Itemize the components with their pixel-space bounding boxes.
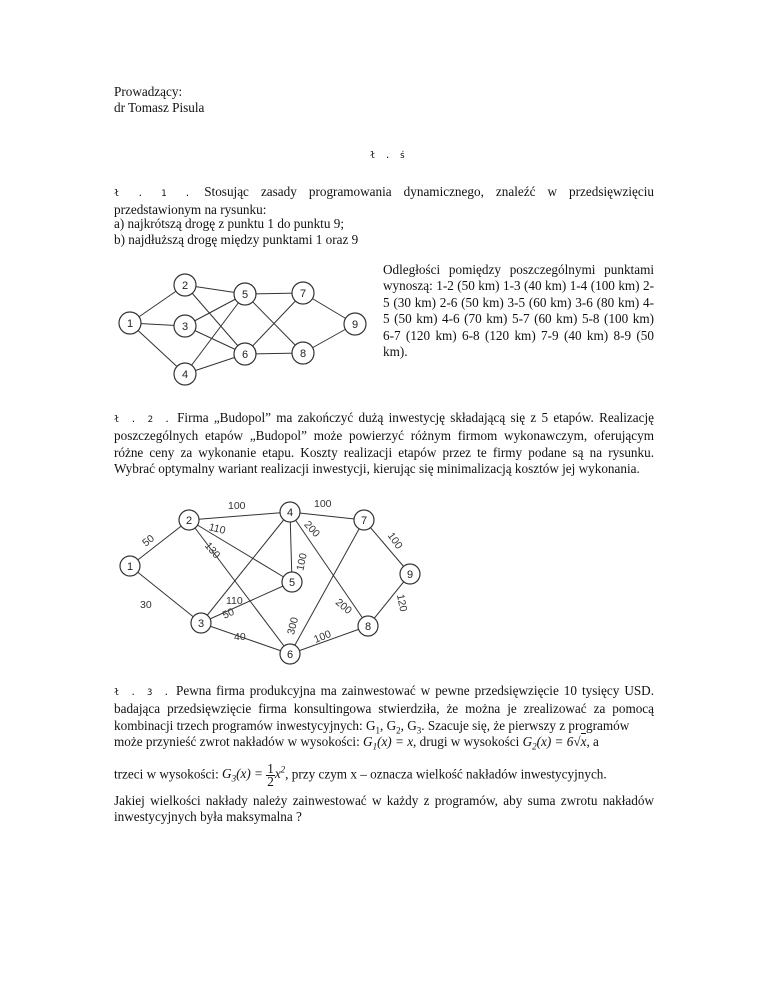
node-label-7: 7 <box>299 288 307 300</box>
cost-2-5: 110 <box>207 521 227 537</box>
task1-marker: ł . 1 . <box>114 189 193 199</box>
g1-sub: 1 <box>375 725 380 736</box>
cost-4-7: 100 <box>314 498 332 510</box>
task3-text: Pewna firma produkcyjna ma zainwestować w pewne przedsięwzięcie 10 tysięcy USD. badająca przedsięwzięcie firma konsultingowa stwierdziła, że można je zrealizować za pomocą kombinacji trzech programów inwestycyjnych: G <box>114 683 654 733</box>
task3-question: Jakiej wielkości nakłady należy zainwestować w każdy z programów, aby suma zwrotu nakładów inwestycyjnych była maksymalna ? <box>114 793 654 825</box>
edge-4-5 <box>185 294 245 374</box>
task1-intro-text: Stosując zasady programowania dynamicznego, znaleźć w przedsięwzięciu przedstawionym na rysunku: <box>114 184 654 218</box>
task1-part-b: b) najdłuższą drogę między punktami 1 oraz 9 <box>114 232 359 247</box>
g3-letter: G <box>407 717 417 733</box>
formula-g3: $G_3(x)$ = $\frac{1}{2}$ $x^2$ <box>222 760 286 789</box>
edge2-2-4 <box>189 512 290 520</box>
task2-marker: ł . 2 . <box>114 415 172 425</box>
node-label-6: 6 <box>241 349 249 361</box>
node-label-3: 3 <box>181 321 189 333</box>
t2-node-9: 9 <box>406 569 414 581</box>
task3-line2: może przynieść zwrot nakładów w wysokości: $G_1(x) = x$, drugi w wysokości $G_2(x) = 6√x$, a <box>114 734 599 752</box>
g2-letter: G <box>386 717 397 733</box>
node-label-5: 5 <box>241 289 249 301</box>
t2-node-7: 7 <box>360 515 368 527</box>
t2-node-2: 2 <box>185 515 193 527</box>
task2-text <box>114 410 654 477</box>
task1-distances: Odległości pomiędzy poszczególnymi punktami wynoszą: 1-2 (50 km) 1-3 (40 km) 1-4 (100 km) 2-5 (30 km) 2-6 (50 km) 3-5 (60 km) 3-6 (80 km) 4-5 (50 km) 4-6 (70 km) 5-7 (60 km) 5-8 (100 km) 6-7 (120 km) 6-8 (120 km) 7-9 (40 km) 8-9 (50 km). <box>383 262 654 360</box>
t2-node-3: 3 <box>197 618 205 630</box>
task3-line3: trzeci w wysokości: $G_3(x)$ = $\frac{1}{2}$ $x^2$, przy czym x – oznacza wielkość nakładów inwestycyjnych. <box>114 760 607 789</box>
t2-node-6: 6 <box>286 649 294 661</box>
task3-marker: ł . 3 . <box>114 688 172 698</box>
formula-g1: $G_1(x) = x$ <box>363 734 414 752</box>
task2-graph <box>114 496 430 666</box>
g3-sub: 3 <box>416 725 422 736</box>
node-label-9: 9 <box>351 319 359 331</box>
edge2-7-9 <box>364 520 410 574</box>
cost-4-5: 100 <box>294 552 310 572</box>
instructor-label: Prowadzący: <box>114 84 183 99</box>
t2-node-4: 4 <box>286 507 294 519</box>
edge2-3-5 <box>201 582 292 623</box>
node-label-2: 2 <box>181 280 189 292</box>
node-label-8: 8 <box>299 348 307 360</box>
task1-graph <box>114 266 374 394</box>
cost-8-9: 120 <box>393 593 410 613</box>
cost-3-5: 50 <box>220 605 237 622</box>
cost-3-6: 40 <box>234 631 246 643</box>
cost-2-6: 130 <box>201 539 223 562</box>
g2-sub: 2 <box>396 725 401 736</box>
edge2-4-7 <box>290 512 364 520</box>
task3-paragraph: ł . 3 . Pewna firma produkcyjna ma zainwestować w pewne przedsięwzięcie 10 tysięcy USD. badająca przedsięwzięcie firma konsultingowa stwierdziła, że można je zrealizować za pomocą kombinacji trzech programów inwestycyjnych: $G_1$, $G_2$, $G_3$. Szacuje się, że pierwszy z programów <box>114 683 654 736</box>
formula-g2: $G_2(x) = 6√x$ <box>522 734 587 752</box>
task3-text-tail: . Szacuje się, że pierwszy z programów <box>421 717 630 733</box>
section-marker: ł . ś <box>370 151 408 161</box>
edge2-1-3 <box>130 566 201 623</box>
cost-5-8: 200 <box>332 596 355 617</box>
task1-intro <box>114 184 654 219</box>
cost-4-8: 200 <box>301 518 323 540</box>
t2-node-5: 5 <box>288 577 296 589</box>
cost-2-4: 100 <box>228 500 246 512</box>
instructor-name: dr Tomasz Pisula <box>114 100 205 115</box>
t2-node-1: 1 <box>126 561 134 573</box>
task2-body: Firma „Budopol” ma zakończyć dużą inwestycję składającą się z 5 etapów. Realizację poszczególnych etapów „Budopol” może powierzyć różnym firmom wykonawczym, oferującym różne ceny za wykonanie etapu. Koszty realizacji etapów przez te firmy podane są na rysunku. Wybrać optymalny wariant realizacji inwestycji, kierując się minimalizacją kosztów jej wykonania. <box>114 410 654 476</box>
node-label-1: 1 <box>126 318 134 330</box>
t2-node-8: 8 <box>364 621 372 633</box>
cost-1-3: 30 <box>140 599 152 611</box>
cost-3-4: 110 <box>226 595 243 607</box>
task1-part-a: a) najkrótszą drogę z punktu 1 do punktu 9; <box>114 216 344 231</box>
node-label-4: 4 <box>181 369 189 381</box>
cost-1-2: 50 <box>140 532 157 550</box>
edge2-1-2 <box>130 520 189 566</box>
cost-6-8: 100 <box>312 628 333 646</box>
cost-7-9: 100 <box>384 530 405 552</box>
cost-2-6b: 300 <box>285 616 302 636</box>
